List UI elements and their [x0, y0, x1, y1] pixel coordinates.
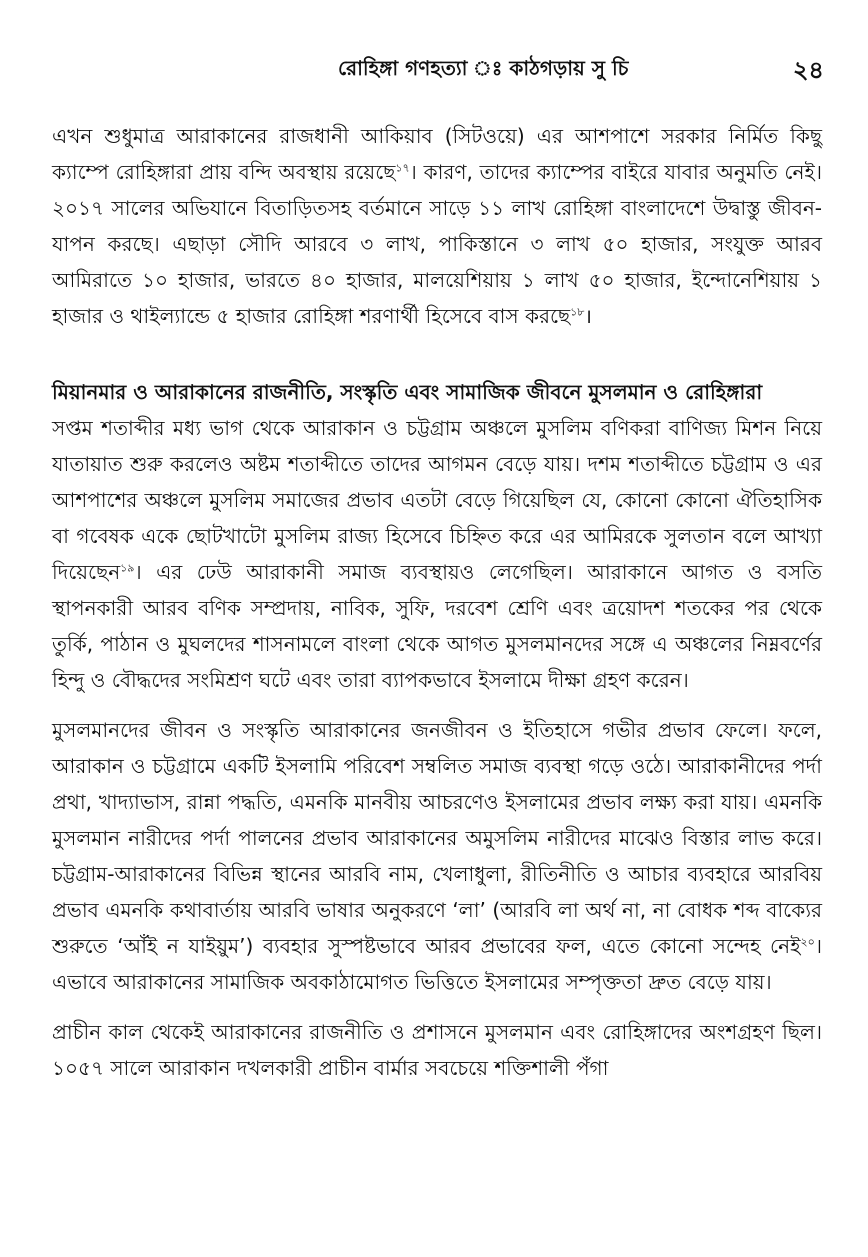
running-header — [300, 54, 824, 84]
paragraph-2-text-b: । এর ঢেউ আরাকানী সমাজ ব্যবস্থায়ও লেগেছিল। আরাকানে আগত ও বসতি স্থাপনকারী আরব বণিক সম্প্রদায়, নাবিক, সুফি, দরবেশ শ্রেণি এবং ত্রয়োদশ শতকের পর থেকে তুর্কি, পাঠান ও মুঘলদের শাসনামলে বাংলা থেকে আগত মুসলমানদের সঙ্গে এ অঞ্চলের নিম্নবর্ণের হিন্দু ও বৌদ্ধদের সংমিশ্রণ ঘটে এবং তারা ব্যাপকভাবে ইসলামে দীক্ষা গ্রহণ করেন। — [52, 560, 822, 692]
paragraph-2 — [52, 410, 822, 698]
footnote-ref-19: ১৯ — [120, 561, 135, 575]
paragraph-3-text-a: মুসলমানদের জীবন ও সংস্কৃতি আরাকানের জনজীবন ও ইতিহাসে গভীর প্রভাব ফেলে। ফলে, আরাকান ও চট্টগ্রামে একটি ইসলামি পরিবেশ সম্বলিত সমাজ ব্যবস্থা গড়ে ওঠে। আরাকানীদের পর্দা প্রথা, খাদ্যাভাস, রান্না পদ্ধতি, এমনকি মানবীয় আচরণেও ইসলামের প্রভাব লক্ষ্য করা যায়। এমনকি মুসলমান নারীদের পর্দা পালনের প্রভাব আরাকানের অমুসলিম নারীদের মাঝেও বিস্তার লাভ করে। চট্টগ্রাম-আরাকানের বিভিন্ন স্থানের আরবি নাম, খেলাধুলা, রীতিনীতি ও আচার ব্যবহারে আরবিয় প্রভাব এমনকি কথাবার্তায় আরবি ভাষার অনুকরণে ‘লা’ (আরবি লা অর্থ না, না বোধক শব্দ বাক্যের শুরুতে ‘আঁই ন যাইয়ুম’) ব্যবহার সুস্পষ্টভাবে আরব প্রভাবের ফল, এতে কোনো সন্দেহ নেই — [52, 718, 822, 958]
section-heading: মিয়ানমার ও আরাকানের রাজনীতি, সংস্কৃতি এবং সামাজিক জীবনে মুসলমান ও রোহিঙ্গারা — [52, 380, 763, 404]
paragraph-4 — [52, 1014, 822, 1086]
footnote-ref-18: ১৮ — [570, 305, 585, 319]
page-number: ২৪ — [792, 56, 824, 84]
paragraph-1-text-b: । কারণ, তাদের ক্যাম্পের বাইরে যাবার অনুমতি নেই। ২০১৭ সালের অভিযানে বিতাড়িতসহ বর্তমানে সাড়ে ১১ লাখ রোহিঙ্গা বাংলাদেশে উদ্বাস্তু জীবন-যাপন করছে। এছাড়া সৌদি আরবে ৩ লাখ, পাকিস্তানে ৩ লাখ ৫০ হাজার, সংযুক্ত আরব আমিরাতে ১০ হাজার, ভারতে ৪০ হাজার, মালয়েশিয়ায় ১ লাখ ৫০ হাজার, ইন্দোনেশিয়ায় ১ হাজার ও থাইল্যান্ডে ৫ হাজার রোহিঙ্গা শরণার্থী হিসেবে বাস করছে — [52, 160, 822, 328]
footnote-ref-20: ২০ — [800, 935, 815, 949]
paragraph-1 — [52, 118, 822, 334]
page-body — [52, 118, 822, 1086]
paragraph-1-text-c: । — [584, 304, 593, 328]
paragraph-2-text-a: সপ্তম শতাব্দীর মধ্য ভাগ থেকে আরাকান ও চট্টগ্রাম অঞ্চলে মুসলিম বণিকরা বাণিজ্য মিশন নিয়ে যাতায়াত শুরু করলেও অষ্টম শতাব্দীতে তাদের আগমন বেড়ে যায়। দশম শতাব্দীতে চট্টগ্রাম ও এর আশপাশের অঞ্চলে মুসলিম সমাজের প্রভাব এতটা বেড়ে গিয়েছিল যে, কোনো কোনো ঐতিহাসিক বা গবেষক একে ছোটখাটো মুসলিম রাজ্য হিসেবে চিহ্নিত করে এর আমিরকে সুলতান বলে আখ্যা দিয়েছেন — [52, 416, 822, 584]
footnote-ref-17: ১৭ — [395, 161, 410, 175]
paragraph-3-text-b: । এভাবে আরাকানের সামাজিক অবকাঠামোগত ভিত্তিতে ইসলামের সম্পৃক্ততা দ্রুত বেড়ে যায়। — [52, 934, 822, 994]
paragraph-4-text-a: প্রাচীন কাল থেকেই আরাকানের রাজনীতি ও প্রশাসনে মুসলমান এবং রোহিঙ্গাদের অংশগ্রহণ ছিল। ১০৫৭ সালে আরাকান দখলকারী প্রাচীন বার্মার সবচেয়ে শক্তিশালী পঁগা — [52, 1020, 822, 1080]
paragraph-1-text-a: এখন শুধুমাত্র আরাকানের রাজধানী আকিয়াব (সিটওয়ে) এর আশপাশে সরকার নির্মিত কিছু ক্যাম্পে রোহিঙ্গারা প্রায় বন্দি অবস্থায় রয়েছে — [52, 124, 822, 184]
paragraph-3 — [52, 712, 822, 1000]
running-title: রোহিঙ্গা গণহত্যা ঃ কাঠগড়ায় সু চি — [338, 56, 629, 80]
